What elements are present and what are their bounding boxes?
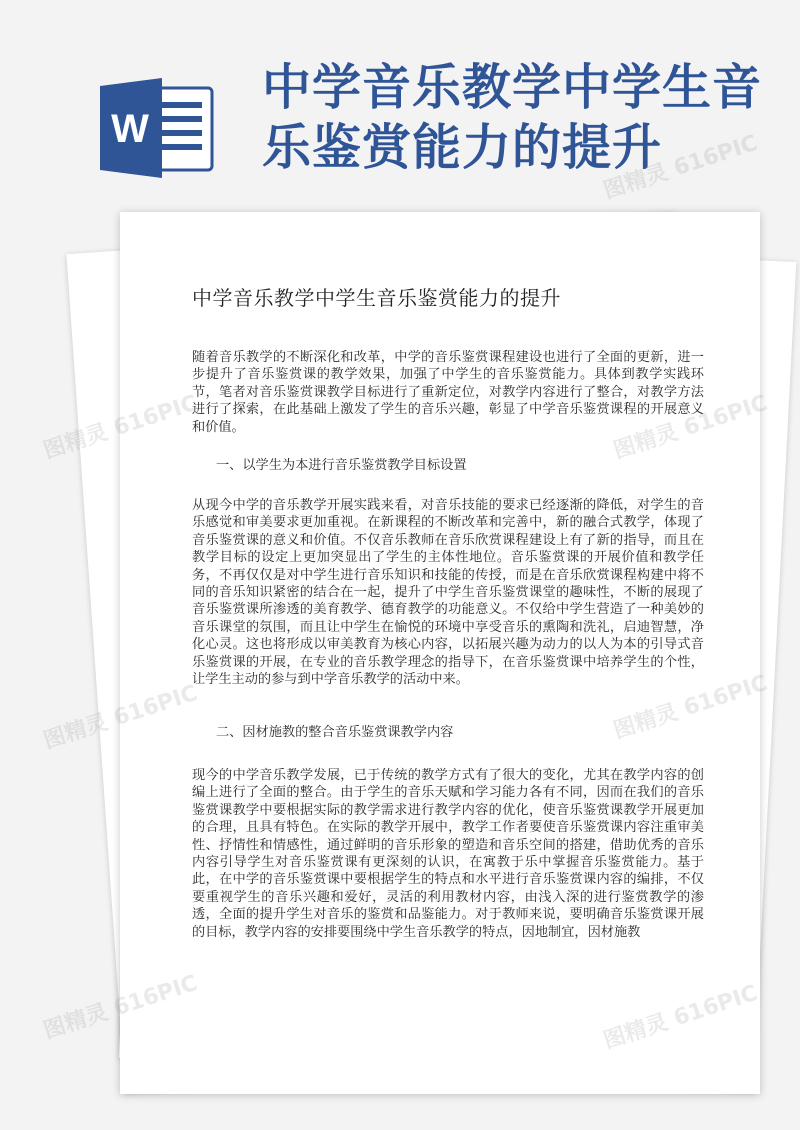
paragraph-section-2: 现今的中学音乐教学发展，已于传统的教学方式有了很大的变化，尤其在教学内容的创编上进行了全面的整合。由于学生的音乐天赋和学习能力各有不同，因而在我们的音乐鉴赏课教学中要根据实际的教学需求进行教学内容的优化，使音乐鉴赏课教学开展更加的合理，且具有特色。在实际的教学开展中，教学工作者要使音乐鉴赏课内容注重审美性、抒情性和情感性，通过鲜明的音乐形象的塑造和音乐空间的搭建，借助优秀的音乐内容引导学生对音乐鉴赏课有更深刻的认识，在寓教于乐中掌握音乐鉴赏能力。基于此，在中学的音乐鉴赏课中要根据学生的特点和水平进行音乐鉴赏课内容的编排，不仅要重视学生的音乐兴趣和爱好，灵活的利用教材内容，由浅入深的进行鉴赏教学的渗透，全面的提升学生对音乐的鉴赏和品鉴能力。对于教师来说，要明确音乐鉴赏课开展的目标，教学内容的安排要围绕中学生音乐教学的特点，因地制宜，因材施教 bbox=[192, 768, 704, 940]
paragraph-intro: 随着音乐教学的不断深化和改革，中学的音乐鉴赏课程建设也进行了全面的更新，进一步提升了音乐鉴赏课的教学效果，加强了中学生的音乐鉴赏能力。具体到教学实践环节，笔者对音乐鉴赏课教学目标进行了重新定位，对教学内容进行了整合，对教学方法进行了探索，在此基础上激发了学生的音乐兴趣，彰显了中学音乐鉴赏课程的开展意义和价值。 bbox=[192, 350, 704, 435]
document-page bbox=[120, 212, 760, 1094]
watermark: 图精灵 616PIC bbox=[600, 130, 761, 205]
watermark: 图精灵 616PIC bbox=[600, 980, 761, 1055]
watermark: 图精灵 616PIC bbox=[40, 970, 201, 1045]
word-document-icon bbox=[100, 78, 216, 178]
section-heading-1: 一、以学生为本进行音乐鉴赏教学目标设置 bbox=[216, 458, 467, 473]
document-title: 中学音乐教学中学生音乐鉴赏能力的提升 bbox=[192, 286, 561, 310]
section-heading-2: 二、因材施教的整合音乐鉴赏课教学内容 bbox=[216, 725, 454, 740]
watermark: 图精灵 616PIC bbox=[610, 390, 771, 465]
paragraph-section-1: 从现今中学的音乐教学开展实践来看，对音乐技能的要求已经逐渐的降低，对学生的音乐感觉和审美要求更加重视。在新课程的不断改革和完善中，新的融合式教学，体现了音乐鉴赏课的意义和价值。不仅音乐教师在音乐欣赏课程建设上有了新的指导，而且在教学目标的设定上更加突显出了学生的主体性地位。音乐鉴赏课的开展价值和教学任务，不再仅仅是对中学生进行音乐知识和技能的传授，而是在音乐欣赏课程构建中将不同的音乐知识紧密的结合在一起，提升了中学生音乐鉴赏课堂的趣味性，不断的展现了音乐鉴赏课所渗透的美育教学、德育教学的功能意义。不仅给中学生营造了一种美妙的音乐课堂的氛围，而且让中学生在愉悦的环境中享受音乐的熏陶和洗礼，启迪智慧，净化心灵。这也将形成以审美教育为核心内容，以拓展兴趣为动力的以人为本的引导式音乐鉴赏课的开展，在专业的音乐教学理念的指导下，在音乐鉴赏课中培养学生的个性，让学生主动的参与到中学音乐教学的活动中来。 bbox=[192, 498, 704, 688]
watermark: 图精灵 616PIC bbox=[40, 390, 201, 465]
watermark: 图精灵 616PIC bbox=[610, 670, 771, 745]
logo-letter: W bbox=[111, 107, 149, 151]
banner-title: 中学音乐教学中学生音乐鉴赏能力的提升 bbox=[262, 59, 763, 176]
watermark: 图精灵 616PIC bbox=[40, 680, 201, 755]
